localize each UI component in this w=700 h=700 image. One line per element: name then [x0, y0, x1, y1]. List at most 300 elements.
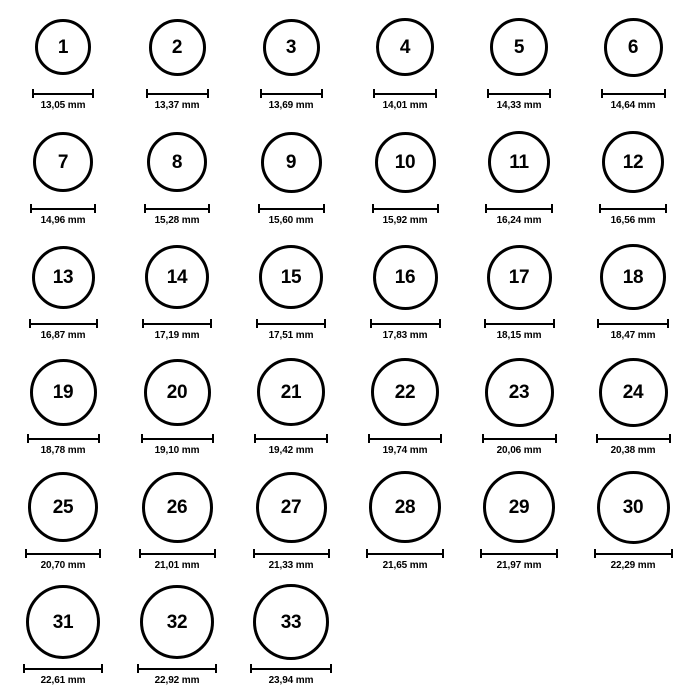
ring-size-cell[interactable] [462, 123, 576, 226]
caliper-tick-right [440, 434, 442, 443]
caliper-icon [137, 664, 217, 673]
caliper-icon [484, 319, 555, 328]
caliper-bar [144, 208, 210, 210]
caliper-bar [139, 553, 216, 555]
ring-circle[interactable] [35, 19, 91, 75]
ring-circle-wrap [140, 583, 214, 661]
ring-circle[interactable] [30, 359, 97, 426]
caliper-icon [141, 434, 214, 443]
ring-size-cell[interactable] [120, 468, 234, 571]
caliper-tick-right [549, 89, 551, 98]
caliper-tick-right [669, 434, 671, 443]
diameter-measure [485, 204, 553, 226]
diameter-measure [370, 319, 441, 341]
caliper-bar [254, 438, 328, 440]
caliper-tick-left [368, 434, 370, 443]
caliper-bar [256, 323, 326, 325]
ring-size-number: 16 [394, 266, 416, 288]
diameter-measure [253, 549, 330, 571]
ring-size-cell[interactable] [234, 583, 348, 686]
caliper-icon [144, 204, 210, 213]
caliper-icon [29, 319, 98, 328]
ring-circle-wrap [257, 353, 325, 431]
ring-circle[interactable] [145, 245, 209, 309]
diameter-measure [32, 89, 94, 111]
ring-circle[interactable] [33, 132, 93, 192]
caliper-tick-right [439, 319, 441, 328]
ring-circle[interactable] [369, 471, 441, 543]
ring-size-cell[interactable] [348, 468, 462, 571]
ring-size-number: 19 [52, 381, 74, 403]
caliper-tick-left [139, 549, 141, 558]
diameter-label: 18,15 mm [496, 330, 542, 341]
caliper-tick-left [250, 664, 252, 673]
caliper-tick-left [597, 319, 599, 328]
ring-circle[interactable] [483, 471, 555, 543]
caliper-tick-right [99, 549, 101, 558]
ring-size-cell[interactable] [234, 123, 348, 226]
caliper-icon [32, 89, 94, 98]
ring-circle-wrap [597, 468, 670, 546]
diameter-measure [23, 664, 103, 686]
ring-circle[interactable] [600, 244, 666, 310]
caliper-tick-right [324, 319, 326, 328]
caliper-tick-left [23, 664, 25, 673]
diameter-label: 21,33 mm [268, 560, 314, 571]
caliper-tick-right [665, 204, 667, 213]
ring-circle[interactable] [147, 132, 207, 192]
caliper-tick-right [101, 664, 103, 673]
ring-circle-wrap [490, 8, 548, 86]
caliper-icon [370, 319, 441, 328]
chart-row [6, 8, 694, 123]
ring-circle-wrap [263, 8, 320, 86]
ring-circle-wrap [32, 238, 95, 316]
caliper-icon [23, 664, 103, 673]
caliper-tick-right [210, 319, 212, 328]
caliper-bar [596, 438, 671, 440]
caliper-bar [370, 323, 441, 325]
diameter-label: 17,19 mm [154, 330, 200, 341]
diameter-measure [368, 434, 442, 456]
ring-circle-wrap [369, 468, 441, 546]
ring-size-number: 26 [166, 496, 188, 518]
ring-size-number: 27 [280, 496, 302, 518]
ring-size-number: 31 [52, 611, 74, 633]
caliper-bar [137, 668, 217, 670]
caliper-bar [485, 208, 553, 210]
ring-size-cell[interactable] [576, 123, 690, 226]
ring-circle-wrap [373, 238, 438, 316]
ring-size-number: 29 [508, 496, 530, 518]
diameter-measure [142, 319, 212, 341]
diameter-label: 22,61 mm [40, 675, 86, 686]
diameter-measure [254, 434, 328, 456]
caliper-tick-right [94, 204, 96, 213]
caliper-bar [27, 438, 100, 440]
caliper-icon [254, 434, 328, 443]
diameter-measure [146, 89, 209, 111]
ring-size-number: 3 [285, 36, 297, 58]
caliper-icon [599, 204, 667, 213]
ring-size-cell[interactable] [462, 8, 576, 111]
diameter-label: 19,74 mm [382, 445, 428, 456]
diameter-label: 18,47 mm [610, 330, 656, 341]
diameter-label: 16,24 mm [496, 215, 542, 226]
ring-circle-wrap [147, 123, 207, 201]
ring-size-cell[interactable] [120, 238, 234, 341]
diameter-measure [596, 434, 671, 456]
diameter-measure [25, 549, 101, 571]
caliper-bar [480, 553, 558, 555]
chart-row [6, 583, 694, 698]
chart-row [6, 238, 694, 353]
caliper-icon [594, 549, 673, 558]
ring-size-number: 21 [280, 381, 302, 403]
ring-circle-wrap [253, 583, 329, 661]
caliper-bar [253, 553, 330, 555]
ring-size-cell[interactable] [234, 468, 348, 571]
ring-circle[interactable] [253, 584, 329, 660]
caliper-tick-left [366, 549, 368, 558]
caliper-tick-left [27, 434, 29, 443]
caliper-bar [258, 208, 325, 210]
ring-size-number: 25 [52, 496, 74, 518]
diameter-label: 15,92 mm [382, 215, 428, 226]
ring-circle-wrap [376, 8, 434, 86]
ring-size-cell[interactable] [234, 238, 348, 341]
caliper-tick-right [96, 319, 98, 328]
caliper-icon [27, 434, 100, 443]
caliper-tick-right [553, 319, 555, 328]
ring-circle-wrap [26, 583, 100, 661]
ring-size-cell[interactable] [6, 8, 120, 111]
ring-circle[interactable] [373, 245, 438, 310]
ring-size-cell[interactable] [348, 238, 462, 341]
caliper-icon [373, 89, 437, 98]
caliper-tick-right [215, 664, 217, 673]
ring-size-cell[interactable] [462, 238, 576, 341]
caliper-tick-left [254, 434, 256, 443]
ring-circle-wrap [28, 468, 98, 546]
caliper-bar [482, 438, 557, 440]
caliper-tick-right [555, 434, 557, 443]
diameter-label: 22,29 mm [610, 560, 656, 571]
diameter-label: 22,92 mm [154, 675, 200, 686]
ring-size-number: 28 [394, 496, 416, 518]
caliper-tick-left [29, 319, 31, 328]
caliper-icon [482, 434, 557, 443]
ring-circle-wrap [488, 123, 550, 201]
caliper-icon [368, 434, 442, 443]
diameter-measure [144, 204, 210, 226]
diameter-measure [139, 549, 216, 571]
caliper-tick-left [599, 204, 601, 213]
caliper-bar [29, 323, 98, 325]
diameter-label: 13,37 mm [154, 100, 200, 111]
ring-circle[interactable] [144, 359, 211, 426]
diameter-measure [594, 549, 673, 571]
diameter-measure [250, 664, 332, 686]
diameter-label: 14,01 mm [382, 100, 428, 111]
ring-circle-wrap [33, 123, 93, 201]
diameter-label: 14,96 mm [40, 215, 86, 226]
ring-size-number: 5 [513, 36, 525, 58]
ring-circle[interactable] [256, 472, 327, 543]
caliper-bar [366, 553, 444, 555]
ring-size-number: 32 [166, 611, 188, 633]
caliper-bar [373, 93, 437, 95]
caliper-bar [597, 323, 669, 325]
ring-size-cell[interactable] [6, 583, 120, 686]
caliper-tick-left [601, 89, 603, 98]
chart-row [6, 353, 694, 468]
ring-size-number: 8 [171, 151, 183, 173]
ring-circle-wrap [145, 238, 209, 316]
caliper-tick-left [596, 434, 598, 443]
ring-circle-wrap [599, 353, 668, 431]
ring-circle[interactable] [604, 18, 663, 77]
ring-circle-wrap [259, 238, 323, 316]
ring-size-number: 10 [394, 151, 416, 173]
diameter-label: 16,56 mm [610, 215, 656, 226]
caliper-bar [484, 323, 555, 325]
ring-size-cell[interactable] [120, 353, 234, 456]
caliper-bar [146, 93, 209, 95]
caliper-icon [142, 319, 212, 328]
ring-circle-wrap [256, 468, 327, 546]
ring-circle-wrap [485, 353, 554, 431]
caliper-tick-right [321, 89, 323, 98]
caliper-tick-right [323, 204, 325, 213]
ring-circle-wrap [604, 8, 663, 86]
caliper-bar [599, 208, 667, 210]
caliper-tick-left [484, 319, 486, 328]
ring-size-cell[interactable] [6, 123, 120, 226]
diameter-measure [27, 434, 100, 456]
caliper-tick-right [92, 89, 94, 98]
caliper-tick-right [328, 549, 330, 558]
ring-circle[interactable] [485, 358, 554, 427]
diameter-measure [30, 204, 96, 226]
ring-size-number: 6 [627, 36, 639, 58]
caliper-icon [596, 434, 671, 443]
diameter-label: 14,33 mm [496, 100, 542, 111]
diameter-label: 19,42 mm [268, 445, 314, 456]
caliper-icon [256, 319, 326, 328]
caliper-tick-left [30, 204, 32, 213]
ring-circle[interactable] [259, 245, 323, 309]
ring-size-cell[interactable] [120, 8, 234, 111]
diameter-measure [260, 89, 323, 111]
diameter-measure [29, 319, 98, 341]
ring-size-number: 23 [508, 381, 530, 403]
ring-size-cell[interactable] [348, 123, 462, 226]
caliper-bar [30, 208, 96, 210]
ring-circle-wrap [600, 238, 666, 316]
diameter-measure [597, 319, 669, 341]
ring-size-number: 22 [394, 381, 416, 403]
ring-circle[interactable] [263, 19, 320, 76]
caliper-icon [25, 549, 101, 558]
ring-circle[interactable] [140, 585, 214, 659]
caliper-tick-left [258, 204, 260, 213]
ring-circle[interactable] [375, 132, 436, 193]
ring-size-cell[interactable] [576, 468, 690, 571]
ring-circle-wrap [371, 353, 439, 431]
diameter-measure [482, 434, 557, 456]
diameter-measure [258, 204, 325, 226]
caliper-tick-left [142, 319, 144, 328]
diameter-measure [487, 89, 551, 111]
diameter-measure [366, 549, 444, 571]
diameter-label: 19,10 mm [154, 445, 200, 456]
caliper-tick-right [330, 664, 332, 673]
ring-size-cell[interactable] [576, 8, 690, 111]
caliper-tick-right [98, 434, 100, 443]
caliper-tick-left [594, 549, 596, 558]
caliper-icon [485, 204, 553, 213]
ring-circle[interactable] [149, 19, 206, 76]
diameter-measure [141, 434, 214, 456]
diameter-measure [372, 204, 439, 226]
ring-circle[interactable] [376, 18, 434, 76]
ring-size-cell[interactable] [348, 8, 462, 111]
caliper-bar [368, 438, 442, 440]
caliper-icon [258, 204, 325, 213]
ring-size-cell[interactable] [6, 238, 120, 341]
ring-circle[interactable] [32, 246, 95, 309]
diameter-label: 13,05 mm [40, 100, 86, 111]
diameter-measure [599, 204, 667, 226]
ring-size-number: 11 [509, 151, 529, 173]
chart-row [6, 468, 694, 583]
ring-size-cell[interactable] [234, 8, 348, 111]
diameter-measure [484, 319, 555, 341]
caliper-icon [146, 89, 209, 98]
caliper-tick-right [435, 89, 437, 98]
ring-circle[interactable] [261, 132, 322, 193]
diameter-measure [137, 664, 217, 686]
diameter-label: 21,97 mm [496, 560, 542, 571]
ring-size-cell[interactable] [348, 353, 462, 456]
ring-circle[interactable] [490, 18, 548, 76]
caliper-icon [250, 664, 332, 673]
caliper-bar [260, 93, 323, 95]
ring-size-cell[interactable] [6, 468, 120, 571]
ring-circle[interactable] [371, 358, 439, 426]
diameter-measure [480, 549, 558, 571]
ring-size-cell[interactable] [120, 123, 234, 226]
ring-size-number: 30 [622, 496, 644, 518]
diameter-measure [601, 89, 666, 111]
diameter-label: 17,83 mm [382, 330, 428, 341]
ring-circle[interactable] [257, 358, 325, 426]
ring-circle-wrap [144, 353, 211, 431]
ring-size-cell[interactable] [234, 353, 348, 456]
ring-size-cell[interactable] [120, 583, 234, 686]
ring-circle[interactable] [487, 245, 552, 310]
caliper-icon [30, 204, 96, 213]
ring-size-cell[interactable] [462, 468, 576, 571]
caliper-bar [372, 208, 439, 210]
ring-size-number: 13 [52, 266, 74, 288]
caliper-tick-right [442, 549, 444, 558]
caliper-icon [601, 89, 666, 98]
caliper-tick-left [260, 89, 262, 98]
caliper-tick-left [482, 434, 484, 443]
ring-circle-wrap [375, 123, 436, 201]
caliper-bar [141, 438, 214, 440]
ring-size-number: 18 [622, 266, 644, 288]
diameter-label: 21,01 mm [154, 560, 200, 571]
diameter-label: 18,78 mm [40, 445, 86, 456]
caliper-tick-left [485, 204, 487, 213]
caliper-tick-left [256, 319, 258, 328]
ring-size-number: 1 [57, 36, 69, 58]
caliper-icon [372, 204, 439, 213]
caliper-tick-left [32, 89, 34, 98]
diameter-label: 15,28 mm [154, 215, 200, 226]
diameter-label: 20,38 mm [610, 445, 656, 456]
ring-circle[interactable] [28, 472, 98, 542]
ring-circle-wrap [602, 123, 664, 201]
caliper-tick-left [146, 89, 148, 98]
ring-circle[interactable] [26, 585, 100, 659]
caliper-tick-right [207, 89, 209, 98]
diameter-label: 16,87 mm [40, 330, 86, 341]
caliper-tick-left [25, 549, 27, 558]
caliper-tick-left [372, 204, 374, 213]
caliper-tick-left [480, 549, 482, 558]
ring-circle[interactable] [599, 358, 668, 427]
diameter-label: 20,06 mm [496, 445, 542, 456]
ring-size-number: 7 [57, 151, 69, 173]
ring-circle-wrap [261, 123, 322, 201]
ring-size-number: 15 [280, 266, 302, 288]
caliper-tick-left [253, 549, 255, 558]
caliper-icon [487, 89, 551, 98]
ring-circle-wrap [149, 8, 206, 86]
caliper-tick-right [208, 204, 210, 213]
ring-size-number: 33 [280, 611, 302, 633]
caliper-tick-right [664, 89, 666, 98]
caliper-tick-left [141, 434, 143, 443]
ring-circle[interactable] [602, 131, 664, 193]
caliper-tick-right [551, 204, 553, 213]
ring-circle[interactable] [597, 471, 670, 544]
caliper-icon [366, 549, 444, 558]
ring-circle-wrap [35, 8, 91, 86]
ring-size-cell[interactable] [6, 353, 120, 456]
caliper-tick-left [487, 89, 489, 98]
ring-size-number: 4 [399, 36, 411, 58]
ring-size-cell[interactable] [462, 353, 576, 456]
ring-circle[interactable] [488, 131, 550, 193]
caliper-bar [487, 93, 551, 95]
caliper-bar [23, 668, 103, 670]
caliper-tick-right [671, 549, 673, 558]
ring-size-cell[interactable] [576, 238, 690, 341]
ring-circle-wrap [30, 353, 97, 431]
ring-circle[interactable] [142, 472, 213, 543]
ring-size-cell[interactable] [576, 353, 690, 456]
ring-size-number: 24 [622, 381, 644, 403]
diameter-label: 21,65 mm [382, 560, 428, 571]
caliper-bar [142, 323, 212, 325]
caliper-icon [260, 89, 323, 98]
ring-size-number: 20 [166, 381, 188, 403]
